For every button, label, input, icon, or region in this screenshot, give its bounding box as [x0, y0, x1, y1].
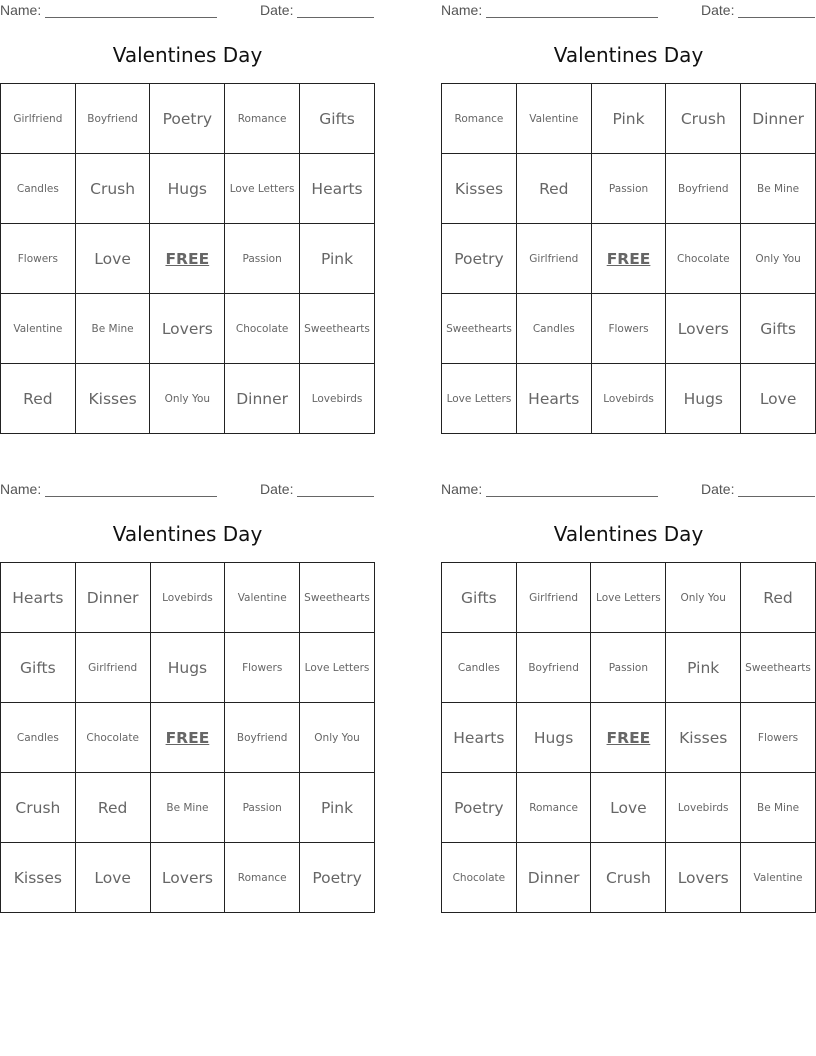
bingo-row	[1, 224, 375, 294]
bingo-cell[interactable]: Girlfriend	[75, 633, 150, 703]
bingo-cell[interactable]: Red	[741, 563, 816, 633]
bingo-cell[interactable]: Pink	[300, 773, 375, 843]
bingo-row	[442, 224, 816, 294]
bingo-cell[interactable]: Chocolate	[666, 224, 741, 294]
bingo-cell[interactable]: Dinner	[516, 843, 591, 913]
bingo-cell[interactable]: Flowers	[1, 224, 76, 294]
bingo-cell[interactable]: Pink	[666, 633, 741, 703]
bingo-cell[interactable]: Love	[741, 364, 816, 434]
bingo-cell[interactable]: Lovebirds	[300, 364, 375, 434]
date-line[interactable]	[297, 3, 374, 18]
name-line[interactable]	[486, 482, 658, 497]
bingo-cell[interactable]: Only You	[666, 563, 741, 633]
bingo-cell[interactable]: Crush	[591, 843, 666, 913]
bingo-grid	[0, 83, 375, 434]
bingo-cell[interactable]: Pink	[300, 224, 375, 294]
bingo-cell[interactable]: Candles	[516, 294, 591, 364]
bingo-cell[interactable]: Chocolate	[75, 703, 150, 773]
bingo-cell[interactable]: Love	[75, 224, 150, 294]
bingo-cell[interactable]: Kisses	[666, 703, 741, 773]
card-header	[0, 0, 375, 20]
bingo-cell[interactable]: Girlfriend	[516, 563, 591, 633]
date-label: Date:	[701, 2, 735, 18]
bingo-row	[1, 84, 375, 154]
bingo-row	[442, 154, 816, 224]
bingo-cell[interactable]: Crush	[1, 773, 76, 843]
date-field[interactable]	[701, 481, 815, 497]
bingo-cell[interactable]: Kisses	[1, 843, 76, 913]
bingo-cell[interactable]: Valentine	[1, 294, 76, 364]
free-space-cell[interactable]: FREE	[591, 703, 666, 773]
bingo-row	[442, 84, 816, 154]
bingo-cell[interactable]: Chocolate	[225, 294, 300, 364]
bingo-cell[interactable]: Romance	[516, 773, 591, 843]
bingo-row	[1, 773, 375, 843]
bingo-cell[interactable]: Lovers	[666, 843, 741, 913]
bingo-cell[interactable]: Boyfriend	[75, 84, 150, 154]
name-field[interactable]	[441, 481, 658, 497]
bingo-row	[1, 703, 375, 773]
date-line[interactable]	[738, 3, 815, 18]
bingo-row	[442, 633, 816, 703]
bingo-cell[interactable]: Valentine	[741, 843, 816, 913]
bingo-cell[interactable]: Lovebirds	[150, 563, 225, 633]
date-line[interactable]	[297, 482, 374, 497]
bingo-cell[interactable]: Passion	[225, 224, 300, 294]
bingo-cell[interactable]: Only You	[300, 703, 375, 773]
bingo-cell[interactable]: Boyfriend	[666, 154, 741, 224]
bingo-cell[interactable]: Poetry	[300, 843, 375, 913]
bingo-cell[interactable]: Poetry	[442, 224, 517, 294]
date-field[interactable]	[260, 2, 374, 18]
bingo-cell[interactable]: Pink	[591, 84, 666, 154]
bingo-cell[interactable]: Lovers	[666, 294, 741, 364]
bingo-card	[0, 0, 375, 440]
bingo-row	[1, 843, 375, 913]
bingo-cell[interactable]: Valentine	[516, 84, 591, 154]
bingo-cell[interactable]: Flowers	[741, 703, 816, 773]
bingo-row	[1, 633, 375, 703]
card-header	[441, 0, 816, 20]
bingo-cell[interactable]: Red	[1, 364, 76, 434]
name-line[interactable]	[486, 3, 658, 18]
bingo-cell[interactable]: Gifts	[741, 294, 816, 364]
card-title: Valentines Day	[553, 522, 704, 546]
bingo-cell[interactable]: Hugs	[150, 154, 225, 224]
bingo-cell[interactable]: Lovebirds	[591, 364, 666, 434]
date-field[interactable]	[701, 2, 815, 18]
bingo-cell[interactable]: Lovers	[150, 294, 225, 364]
bingo-cell[interactable]: Girlfriend	[516, 224, 591, 294]
bingo-cell[interactable]: Flowers	[225, 633, 300, 703]
bingo-grid	[441, 562, 816, 913]
name-line[interactable]	[45, 482, 217, 497]
bingo-cell[interactable]: Hearts	[516, 364, 591, 434]
bingo-cell[interactable]: Love	[591, 773, 666, 843]
name-label: Name:	[0, 481, 42, 497]
bingo-cell[interactable]: Love Letters	[300, 633, 375, 703]
bingo-row	[1, 294, 375, 364]
bingo-cell[interactable]: Only You	[741, 224, 816, 294]
card-header	[441, 479, 816, 499]
free-space-cell[interactable]: FREE	[150, 703, 225, 773]
bingo-cell[interactable]: Crush	[666, 84, 741, 154]
bingo-cell[interactable]: Candles	[442, 633, 517, 703]
bingo-cell[interactable]: Be Mine	[741, 154, 816, 224]
bingo-cell[interactable]: Valentine	[225, 563, 300, 633]
name-label: Name:	[441, 481, 483, 497]
bingo-cell[interactable]: Dinner	[75, 563, 150, 633]
date-field[interactable]	[260, 481, 374, 497]
bingo-cell[interactable]: Red	[516, 154, 591, 224]
bingo-cell[interactable]: Gifts	[442, 563, 517, 633]
bingo-cell[interactable]: Crush	[75, 154, 150, 224]
bingo-cell[interactable]: Love	[75, 843, 150, 913]
bingo-cell[interactable]: Dinner	[741, 84, 816, 154]
bingo-cell[interactable]: Sweethearts	[741, 633, 816, 703]
bingo-cell[interactable]: Candles	[1, 154, 76, 224]
bingo-cell[interactable]: Poetry	[442, 773, 517, 843]
date-line[interactable]	[738, 482, 815, 497]
bingo-cell[interactable]: Passion	[591, 633, 666, 703]
bingo-cell[interactable]: Be Mine	[150, 773, 225, 843]
name-field[interactable]	[0, 481, 217, 497]
bingo-cell[interactable]: Passion	[225, 773, 300, 843]
name-field[interactable]	[0, 2, 217, 18]
bingo-cell[interactable]: Gifts	[1, 633, 76, 703]
bingo-cell[interactable]: Red	[75, 773, 150, 843]
bingo-row	[442, 294, 816, 364]
name-label: Name:	[441, 2, 483, 18]
bingo-row	[442, 364, 816, 434]
bingo-cell[interactable]: Poetry	[150, 84, 225, 154]
bingo-cell[interactable]: Hugs	[150, 633, 225, 703]
bingo-cell[interactable]: Love Letters	[591, 563, 666, 633]
bingo-cell[interactable]: Only You	[150, 364, 225, 434]
bingo-cell[interactable]: Romance	[225, 843, 300, 913]
bingo-grid	[0, 562, 375, 913]
bingo-cell[interactable]: Sweethearts	[442, 294, 517, 364]
card-title: Valentines Day	[112, 43, 263, 67]
bingo-row	[1, 563, 375, 633]
bingo-cell[interactable]: Hearts	[1, 563, 76, 633]
bingo-cell[interactable]: Gifts	[300, 84, 375, 154]
bingo-cell[interactable]: Chocolate	[442, 843, 517, 913]
bingo-row	[442, 563, 816, 633]
name-line[interactable]	[45, 3, 217, 18]
name-label: Name:	[0, 2, 42, 18]
bingo-cell[interactable]: Girlfriend	[1, 84, 76, 154]
bingo-row	[442, 843, 816, 913]
bingo-cell[interactable]: Dinner	[225, 364, 300, 434]
bingo-cell[interactable]: Love Letters	[225, 154, 300, 224]
bingo-cell[interactable]: Be Mine	[741, 773, 816, 843]
bingo-cell[interactable]: Lovers	[150, 843, 225, 913]
bingo-row	[1, 154, 375, 224]
bingo-cell[interactable]: Candles	[1, 703, 76, 773]
bingo-row	[442, 703, 816, 773]
card-title: Valentines Day	[112, 522, 263, 546]
bingo-card	[441, 479, 816, 919]
bingo-cell[interactable]: Kisses	[442, 154, 517, 224]
bingo-cell[interactable]: Hugs	[666, 364, 741, 434]
bingo-cell[interactable]: Romance	[442, 84, 517, 154]
bingo-cell[interactable]: Love Letters	[442, 364, 517, 434]
bingo-row	[442, 773, 816, 843]
bingo-cell[interactable]: Sweethearts	[300, 563, 375, 633]
bingo-cell[interactable]: Lovebirds	[666, 773, 741, 843]
bingo-grid	[441, 83, 816, 434]
date-label: Date:	[260, 481, 294, 497]
free-space-cell[interactable]: FREE	[591, 224, 666, 294]
name-field[interactable]	[441, 2, 658, 18]
bingo-cell[interactable]: Hugs	[516, 703, 591, 773]
bingo-cell[interactable]: Boyfriend	[225, 703, 300, 773]
bingo-cell[interactable]: Sweethearts	[300, 294, 375, 364]
free-space-cell[interactable]: FREE	[150, 224, 225, 294]
bingo-cell[interactable]: Boyfriend	[516, 633, 591, 703]
card-title: Valentines Day	[553, 43, 704, 67]
bingo-card	[441, 0, 816, 440]
bingo-card	[0, 479, 375, 919]
date-label: Date:	[260, 2, 294, 18]
bingo-cell[interactable]: Romance	[225, 84, 300, 154]
card-header	[0, 479, 375, 499]
bingo-cell[interactable]: Be Mine	[75, 294, 150, 364]
date-label: Date:	[701, 481, 735, 497]
bingo-cell[interactable]: Kisses	[75, 364, 150, 434]
bingo-cell[interactable]: Hearts	[442, 703, 517, 773]
bingo-row	[1, 364, 375, 434]
bingo-cell[interactable]: Passion	[591, 154, 666, 224]
bingo-cell[interactable]: Hearts	[300, 154, 375, 224]
bingo-cell[interactable]: Flowers	[591, 294, 666, 364]
